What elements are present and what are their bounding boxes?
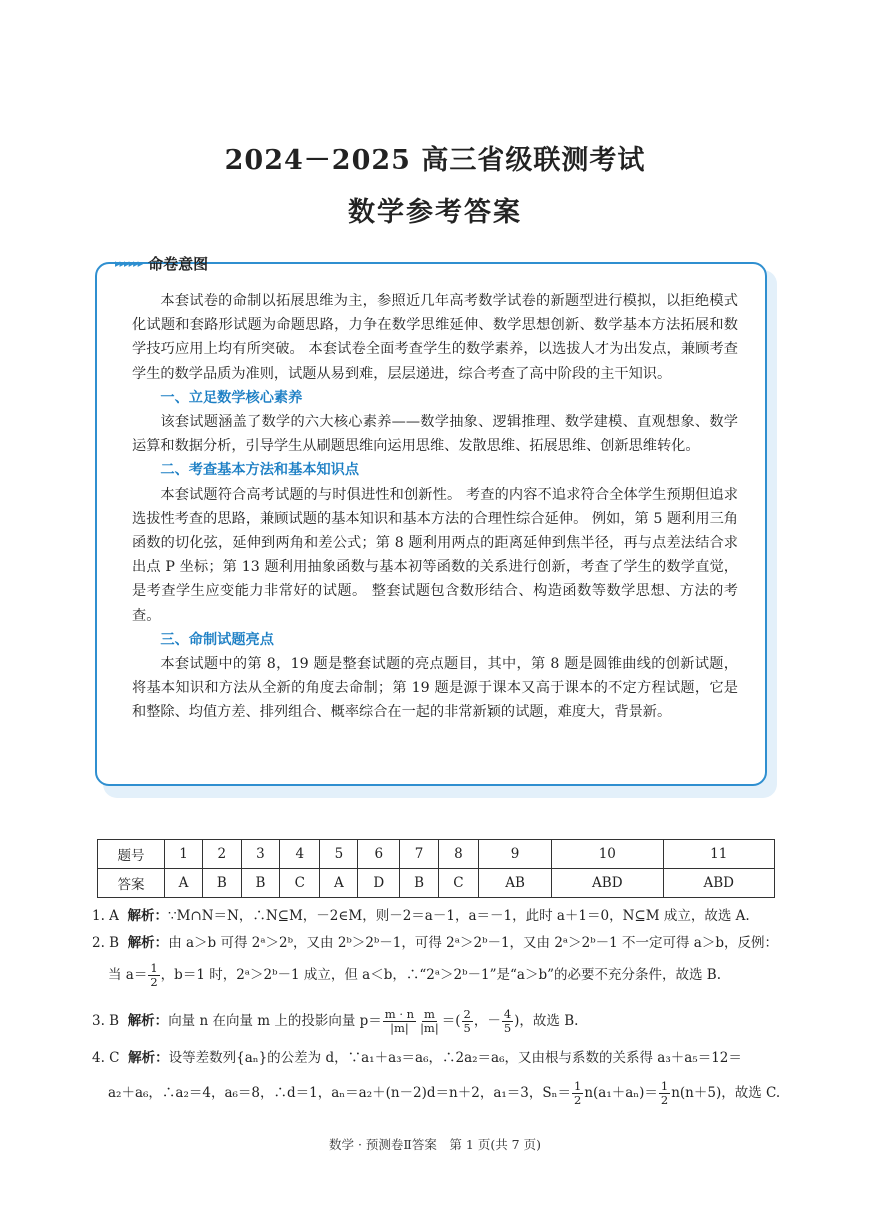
solution-3: [92, 1008, 782, 1035]
solution-text: a₂＋a₆，∴a₂＝4，a₆＝8，∴d＝1，aₙ＝a₂＋(n－2)d＝n＋2，a₁＝3，Sₙ＝: [108, 1085, 571, 1101]
fraction: [418, 1008, 441, 1035]
table-cell: 2: [203, 840, 242, 869]
fraction-numerator: m: [423, 1007, 435, 1021]
fraction-numerator: 4: [503, 1007, 512, 1021]
fraction-numerator: 2: [463, 1007, 471, 1021]
fraction-denominator: 5: [463, 1021, 471, 1035]
intent-header: [115, 252, 208, 274]
table-header-cell: 答案: [98, 869, 165, 898]
solution-text: 当 a＝: [108, 967, 148, 983]
table-cell: C: [438, 869, 478, 898]
solution-4-line-2: [108, 1080, 782, 1107]
solution-text: )，故选 B.: [514, 1013, 579, 1029]
page-subtitle: 数学参考答案: [348, 197, 522, 228]
intent-paragraph: 本套试题中的第 8，19 题是整套试题的亮点题目，其中，第 8 题是圆锥曲线的创新试题，将基本知识和方法从全新的角度去命制；第 19 题是源于课本又高于课本的不定方程试题，它是和整除、均值方差、排列组合、概率综合在一起的非常新颖的试题，难度大，背景新。: [132, 656, 738, 721]
solution-text: ＝(: [441, 1013, 461, 1029]
table-cell: B: [241, 869, 280, 898]
fraction-numerator: 1: [660, 1079, 669, 1093]
fraction: [383, 1008, 416, 1035]
fraction: [148, 962, 159, 989]
solution-text: 设等差数列{aₙ}的公差为 d，∵a₁＋a₃＝a₆，∴2a₂＝a₆，又由根与系数的关系得 a₃＋a₅＝12＝: [168, 1050, 742, 1066]
fraction-denominator: 2: [660, 1093, 669, 1107]
solution-label: 解析：: [127, 908, 169, 924]
solution-text: n(a₁＋aₙ)＝: [584, 1085, 658, 1101]
table-cell: 4: [280, 840, 320, 869]
table-cell: ABD: [663, 869, 775, 898]
table-row-question-numbers: [98, 840, 775, 869]
fraction-denominator: 2: [150, 975, 158, 989]
solution-2-line-2: [108, 962, 782, 989]
fraction: [659, 1080, 670, 1107]
fraction-denominator: |m|: [420, 1021, 439, 1035]
solution-number: 4. C: [92, 1050, 120, 1066]
intent-content: [132, 289, 738, 725]
intent-paragraph: 本套试题符合高考试题的与时俱进性和创新性。 考查的内容不追求符合全体学生预期但追求选拔性考查的思路，兼顾试题的基本知识和基本方法的合理性综合延伸。 例如，第 5 题利用三角函数的切化弦，延伸到两角和差公式；第 8 题利用两点的距离延伸到焦半径，再与点差法结合求出点 P 坐标；第 13 题利用抽象函数与基本初等函数的关系进行创新，考查了学生的数学直觉，是考查学生应变能力非常好的试题。 整套试题包含数形结合、构造函数等数学思想、方法的考查。: [132, 486, 738, 624]
table-cell: 11: [663, 840, 775, 869]
table-cell: ABD: [552, 869, 663, 898]
solution-text: 向量 n 在向量 m 上的投影向量 p＝: [168, 1013, 382, 1029]
table-cell: 9: [478, 840, 551, 869]
table-cell: 5: [320, 840, 358, 869]
table-cell: 3: [241, 840, 280, 869]
table-cell: B: [400, 869, 439, 898]
solution-number: 2. B: [92, 935, 120, 951]
fraction: [462, 1008, 473, 1035]
solution-text: ∵M∩N＝N，∴N⊆M，－2∈M，则－2＝a－1，a＝－1，此时 a＋1＝0，N⊆M 成立，故选 A.: [168, 908, 750, 924]
table-row-answers: [98, 869, 775, 898]
table-cell: B: [203, 869, 242, 898]
solution-text: n(n＋5)，故选 C.: [671, 1085, 781, 1101]
intent-paragraph: 本套试卷的命制以拓展思维为主，参照近几年高考数学试卷的新题型进行模拟，以拒绝模式化试题和套路形试题为命题思路，力争在数学思维延伸、数学思想创新、数学基本方法拓展和数学技巧应用上均有所突破。 本套试卷全面考查学生的数学素养，以选拔人才为出发点，兼顾考查学生的数学品质为准则，试题从易到难，层层递进，综合考查了高中阶段的主干知识。: [132, 293, 738, 382]
fraction: [502, 1008, 513, 1035]
page-footer: 数学 · 预测卷Ⅱ答案 第 1 页(共 7 页): [329, 1137, 541, 1152]
table-cell: D: [358, 869, 400, 898]
intent-section-heading: 三、命制试题亮点: [160, 631, 274, 648]
table-cell: 1: [165, 840, 203, 869]
table-cell: 6: [358, 840, 400, 869]
solution-number: 1. A: [92, 908, 119, 924]
solution-text: 由 a＞b 可得 2ᵃ＞2ᵇ，又由 2ᵇ＞2ᵇ－1，可得 2ᵃ＞2ᵇ－1，又由 2ᵃ＞2ᵇ－1 不一定可得 a＞b，反例：: [168, 935, 778, 951]
solution-number: 3. B: [92, 1013, 120, 1029]
fraction-numerator: 1: [150, 961, 158, 975]
answer-table: [97, 839, 775, 898]
table-cell: A: [165, 869, 203, 898]
fraction-numerator: m · n: [384, 1007, 415, 1021]
solution-label: 解析：: [127, 935, 169, 951]
solution-text: ，b＝1 时，2ᵃ＞2ᵇ－1 成立，但 a＜b，∴“2ᵃ＞2ᵇ－1”是“a＞b”的必要不充分条件，故选 B.: [160, 967, 722, 983]
table-cell: A: [320, 869, 358, 898]
fraction: [572, 1080, 583, 1107]
solution-text: ，－: [473, 1013, 501, 1029]
intent-section-heading: 一、立足数学核心素养: [160, 389, 303, 406]
fraction-numerator: 1: [573, 1079, 582, 1093]
arrow-decoration-icon: ▸▸▸▸▸▸: [115, 256, 143, 270]
solution-label: 解析：: [127, 1013, 169, 1029]
fraction-denominator: 5: [503, 1021, 512, 1035]
table-cell: AB: [478, 869, 551, 898]
table-header-cell: 题号: [98, 840, 165, 869]
fraction-denominator: |m|: [390, 1021, 409, 1035]
table-cell: C: [280, 869, 320, 898]
table-cell: 8: [438, 840, 478, 869]
fraction-denominator: 2: [573, 1093, 582, 1107]
table-cell: 7: [400, 840, 439, 869]
solution-4: [92, 1048, 782, 1068]
solution-label: 解析：: [128, 1050, 169, 1066]
intent-section-heading: 二、考查基本方法和基本知识点: [160, 462, 360, 479]
solution-2: [92, 933, 782, 953]
page-title: 2024－2025 高三省级联测考试: [224, 145, 646, 176]
intent-title: 命卷意图: [148, 254, 209, 273]
table-cell: 10: [552, 840, 663, 869]
intent-paragraph: 该套试题涵盖了数学的六大核心素养——数学抽象、逻辑推理、数学建模、直观想象、数学运算和数据分析，引导学生从刷题思维向运用思维、发散思维、拓展思维、创新思维转化。: [132, 414, 738, 455]
solution-1: [92, 906, 782, 926]
